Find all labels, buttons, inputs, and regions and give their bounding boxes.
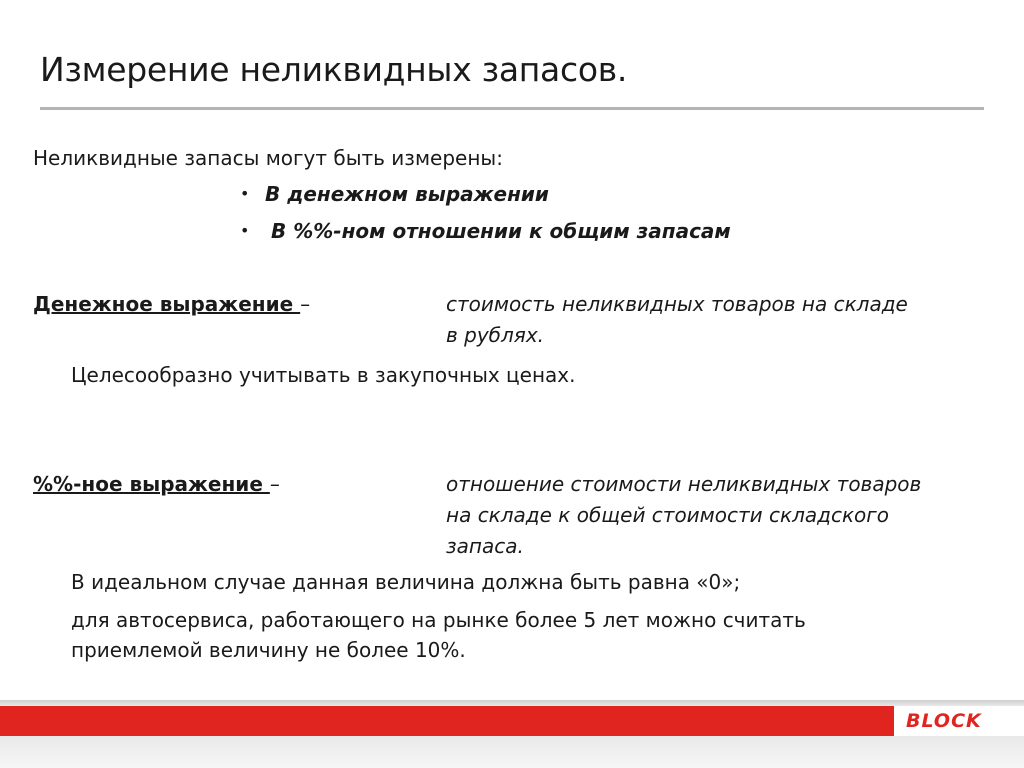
- percent-note-autoservice-line-2: приемлемой величину не более 10%.: [71, 638, 466, 662]
- footer-red-bar: [0, 706, 1024, 736]
- bullet-percent: В %%-ном отношении к общим запасам: [271, 219, 731, 243]
- percent-term: [33, 469, 280, 499]
- money-definition-line-2: в рублях.: [446, 323, 545, 347]
- money-term-label: Денежное выражение: [33, 292, 301, 316]
- money-note: Целесообразно учитывать в закупочных ценах.: [71, 363, 576, 387]
- bullet-dot-1: •: [240, 184, 250, 203]
- percent-definition-line-3: запаса.: [446, 534, 524, 558]
- title-divider: [40, 107, 984, 110]
- block-logo: BLOCK: [906, 710, 982, 732]
- slide-title: Измерение неликвидных запасов.: [40, 50, 628, 89]
- money-term-dash: –: [300, 292, 311, 316]
- footer-bottom-band: [0, 736, 1024, 768]
- percent-term-dash: –: [269, 472, 280, 496]
- money-term: [33, 289, 310, 319]
- percent-term-label: %%-ное выражение: [33, 472, 270, 496]
- percent-definition-line-1: отношение стоимости неликвидных товаров: [446, 472, 922, 496]
- percent-note-ideal: В идеальном случае данная величина должна быть равна «0»;: [71, 570, 741, 594]
- intro-text: Неликвидные запасы могут быть измерены:: [33, 146, 503, 170]
- percent-note-autoservice-line-1: для автосервиса, работающего на рынке более 5 лет можно считать: [71, 608, 806, 632]
- money-definition-line-1: стоимость неликвидных товаров на складе: [446, 292, 908, 316]
- bullet-money: В денежном выражении: [265, 182, 549, 206]
- bullet-dot-2: •: [240, 221, 250, 240]
- percent-definition-line-2: на складе к общей стоимости складского: [446, 503, 890, 527]
